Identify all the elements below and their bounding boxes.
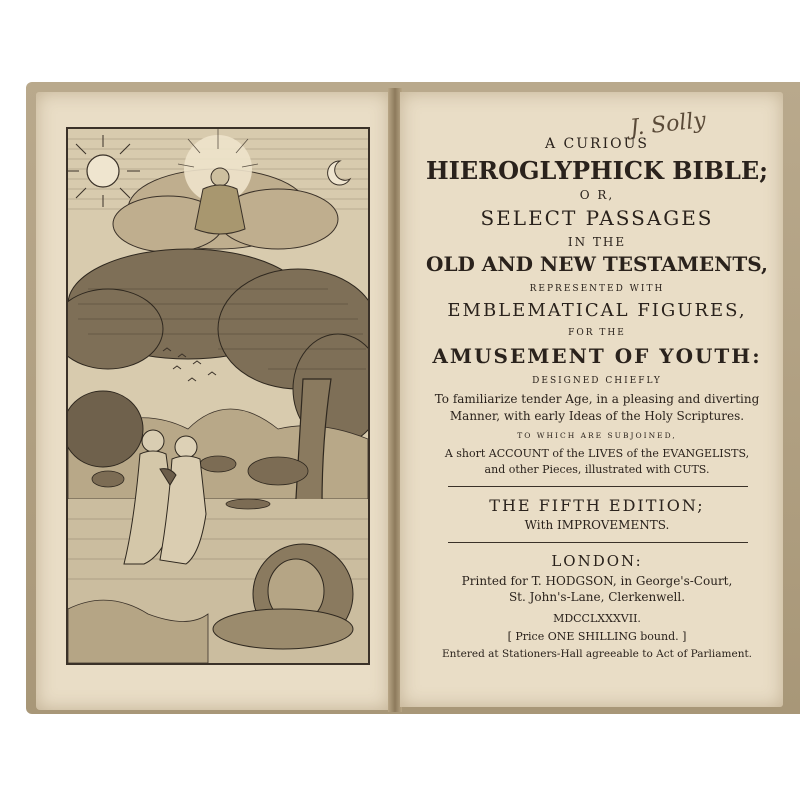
title-line-13: Manner, with early Ideas of the Holy Scriptures.	[449, 409, 745, 423]
improvements-line: With IMPROVEMENTS.	[524, 518, 670, 532]
title-line-4: SELECT PASSAGES	[480, 206, 714, 230]
title-line-3: O R,	[579, 188, 615, 202]
imprint-date: MDCCLXXXVII.	[553, 612, 641, 625]
title-page-text	[412, 106, 782, 666]
engraving-illustration	[68, 129, 368, 663]
frontispiece-engraving	[66, 127, 370, 665]
title-line-12: To familiarize tender Age, in a pleasing and diverting	[434, 392, 760, 406]
book-title: HIEROGLYPHICK BIBLE;	[425, 156, 769, 185]
title-line-7: REPRESENTED WITH	[529, 284, 665, 294]
imprint-city: LONDON:	[551, 552, 643, 570]
title-line-11: DESIGNED CHIEFLY	[532, 376, 662, 386]
title-line-8: EMBLEMATICAL FIGURES,	[447, 300, 747, 321]
title-line-1: A CURIOUS	[544, 136, 649, 152]
imprint-line-1: Printed for T. HODGSON, in George's-Court,	[461, 574, 733, 588]
imprint-line-2: St. John's-Lane, Clerkenwell.	[508, 590, 686, 604]
title-line-14: TO WHICH ARE SUBJOINED,	[517, 431, 677, 440]
handwritten-signature: J. Solly	[628, 108, 708, 141]
divider-rule-1	[448, 486, 748, 487]
title-line-5: IN THE	[567, 235, 627, 249]
divider-rule-2	[448, 542, 748, 543]
price-line: [ Price ONE SHILLING bound. ]	[507, 630, 687, 643]
title-line-16: and other Pieces, illustrated with CUTS.	[484, 463, 710, 476]
entered-line: Entered at Stationers-Hall agreeable to Act of Parliament.	[441, 648, 753, 660]
title-line-6: OLD AND NEW TESTAMENTS,	[426, 252, 768, 276]
title-line-9: FOR THE	[568, 328, 626, 338]
title-line-10: AMUSEMENT OF YOUTH:	[432, 344, 762, 368]
edition-line: THE FIFTH EDITION;	[489, 496, 705, 515]
title-line-15: A short ACCOUNT of the LIVES of the EVANGELISTS,	[444, 447, 750, 460]
